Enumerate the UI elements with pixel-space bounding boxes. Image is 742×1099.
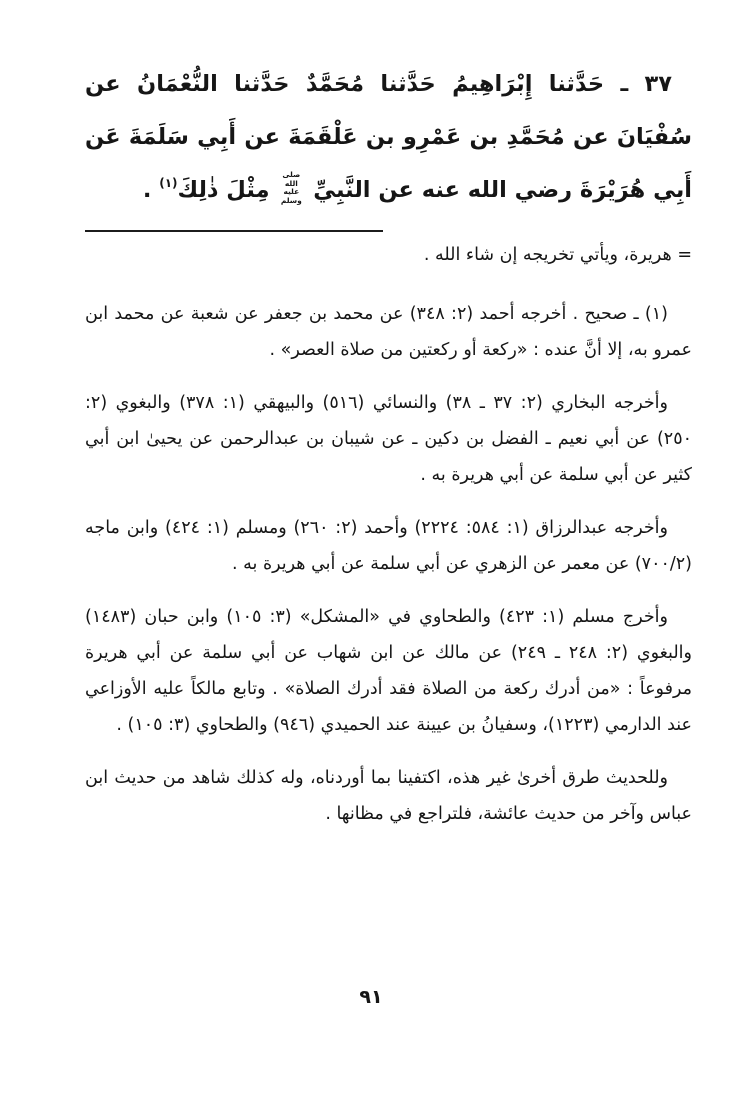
hadith-text: ٣٧ ـ حَدَّثنا إِبْرَاهِيمُ حَدَّثنا مُحَمَّدٌ حَدَّثنا النُّعْمَانُ عن سُفْيَانَ عن مُحَمَّدِ بن عَمْرِو بن عَلْقَمَةَ عن أَبِي سَلَمَةَ عَن أَبِي هُرَيْرَةَ رضي الله عنه عن النَّبِيِّ <box>85 71 692 203</box>
footnote-paragraph-2: وأخرجه البخاري (٢: ٣٧ ـ ٣٨) والنسائي (٥١٦) والبيهقي (١: ٣٧٨) والبغوي (٢: ٢٥٠) عن أبي نعيم ـ الفضل بن دكين ـ عن شيبان بن عبدالرحمن عن يحيىٰ ابن أبي كثير عن أبي سلمة عن أبي هريرة به . <box>85 392 692 486</box>
footnote-divider-rule <box>85 230 383 232</box>
footnotes-block <box>85 296 692 833</box>
hadith-period: . <box>142 176 152 203</box>
hadith-tail: مِثْلَ ذٰلِكَ <box>177 176 270 203</box>
footnote-ref-marker: (١) <box>159 175 178 190</box>
footnote-paragraph-4: وأخرج مسلم (١: ٤٢٣) والطحاوي في «المشكل» (٣: ١٠٥) وابن حبان (١٤٨٣) والبغوي (٢: ٢٤٨ ـ ٢٤٩) عن مالك عن ابن شهاب عن أبي سلمة عن أبي هريرة مرفوعاً : «من أدرك ركعة من الصلاة فقد أدرك الصلاة» . وتابع مالكاً عليه الأوزاعي عند الدارمي (١٢٢٣)، وسفيانُ بن عيينة عند الحميدي (٩٤٦) والطحاوي (٣: ١٠٥) . <box>85 607 692 736</box>
footnote-paragraph-3: وأخرجه عبدالرزاق (١: ٥٨٤: ٢٢٢٤) وأحمد (٢: ٢٦٠) ومسلم (١: ٤٢٤) وابن ماجه (٧٠٠/٢) عن معمر عن الزهري عن أبي سلمة عن أبي هريرة به . <box>85 518 692 575</box>
footnote-paragraph-5: وللحديث طرق أخرىٰ غير هذه، اكتفينا بما أوردناه، وله كذلك شاهد من حديث ابن عباس وآخر من حديث عائشة، فلتراجع في مظانها . <box>85 768 692 825</box>
footnote-continuation-line: = هريرة، ويأتي تخريجه إن شاء الله . <box>423 244 692 265</box>
footnote-paragraph-1: (١) ـ صحيح . أخرجه أحمد (٢: ٣٤٨) عن محمد بن جعفر عن شعبة عن محمد ابن عمرو به، إلا أنَّ عنده : «ركعة أو ركعتين من صلاة العصر» . <box>85 303 692 360</box>
hadith-paragraph <box>85 58 692 217</box>
page-number: ٩١ <box>359 986 383 1008</box>
pbuh-symbol-top: صلى الله <box>282 169 301 188</box>
pbuh-symbol <box>277 171 305 206</box>
pbuh-symbol-bottom: عليه وسلم <box>280 187 302 205</box>
